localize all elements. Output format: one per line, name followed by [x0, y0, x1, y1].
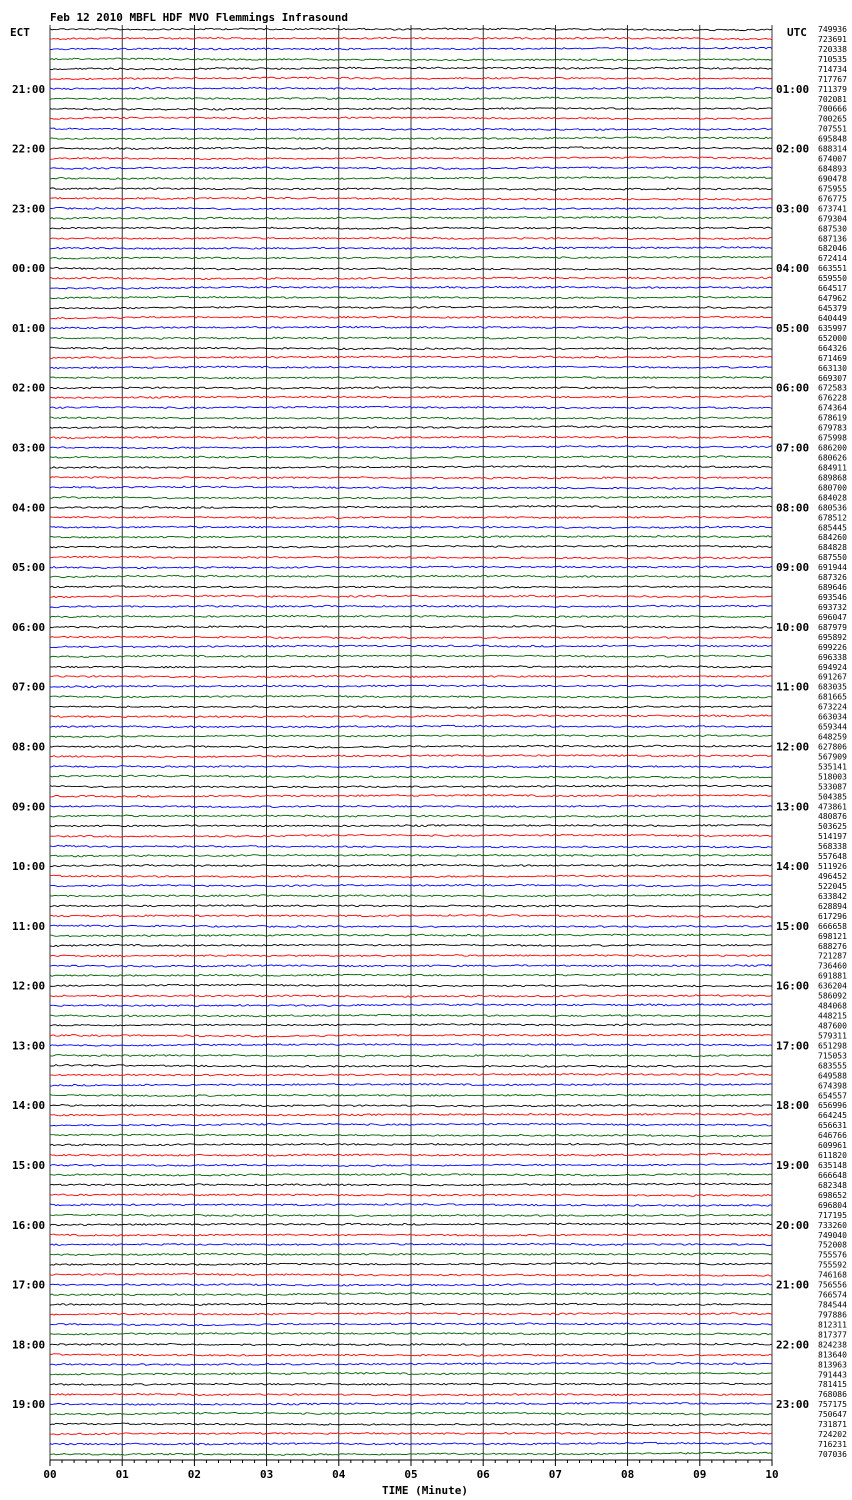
trace-value: 687530 — [818, 224, 847, 234]
trace-value: 736460 — [818, 961, 847, 971]
trace-value: 649588 — [818, 1071, 847, 1081]
trace-value: 674364 — [818, 403, 847, 413]
trace-value: 679304 — [818, 214, 847, 224]
ect-hour-label: 18:00 — [12, 1338, 46, 1352]
trace-value: 672583 — [818, 383, 847, 393]
utc-hour-label: 18:00 — [776, 1099, 810, 1113]
ect-hour-label: 08:00 — [12, 740, 46, 754]
trace-value: 691881 — [818, 971, 847, 981]
utc-hour-label: 23:00 — [776, 1398, 810, 1412]
trace-value: 755592 — [818, 1260, 847, 1270]
trace-value: 682348 — [818, 1180, 847, 1190]
trace-value: 627806 — [818, 742, 847, 752]
trace-value: 733260 — [818, 1220, 847, 1230]
utc-hour-label: 20:00 — [776, 1218, 810, 1232]
trace-value: 567909 — [818, 752, 847, 762]
utc-hour-label: 19:00 — [776, 1159, 810, 1173]
trace-value: 680700 — [818, 483, 847, 493]
trace-value: 699226 — [818, 642, 847, 652]
ect-hour-label: 23:00 — [12, 202, 46, 216]
trace-value: 448215 — [818, 1011, 847, 1021]
trace-value: 711379 — [818, 84, 847, 94]
trace-value: 679783 — [818, 423, 847, 433]
trace-value: 648259 — [818, 732, 847, 742]
trace-value: 684028 — [818, 493, 847, 503]
utc-hour-label: 05:00 — [776, 321, 810, 335]
trace-value: 586092 — [818, 991, 847, 1001]
utc-hour-label: 11:00 — [776, 680, 810, 694]
trace-value: 473861 — [818, 802, 847, 812]
trace-value: 750647 — [818, 1410, 847, 1420]
trace-value: 659550 — [818, 274, 847, 284]
trace-value: 715053 — [818, 1051, 847, 1061]
trace-value: 724202 — [818, 1430, 847, 1440]
trace-value: 666658 — [818, 921, 847, 931]
trace-value: 755576 — [818, 1250, 847, 1260]
ect-hour-label: 22:00 — [12, 142, 46, 156]
ect-hour-label: 14:00 — [12, 1099, 46, 1113]
trace-value: 693732 — [818, 602, 847, 612]
x-tick-label: 07 — [548, 1467, 563, 1481]
trace-value: 752008 — [818, 1240, 847, 1250]
ect-hour-label: 05:00 — [12, 561, 46, 575]
trace-value: 757175 — [818, 1400, 847, 1410]
trace-value: 707036 — [818, 1449, 847, 1459]
utc-hour-label: 09:00 — [776, 561, 810, 575]
trace-value: 664517 — [818, 284, 847, 294]
trace-value: 645379 — [818, 304, 847, 314]
utc-hour-label: 03:00 — [776, 202, 810, 216]
trace-value: 678512 — [818, 513, 847, 523]
x-tick-label: 05 — [404, 1467, 418, 1481]
right-axis-label: UTC — [787, 26, 807, 39]
trace-value: 723691 — [818, 34, 847, 44]
trace-value: 700666 — [818, 104, 847, 114]
trace-value: 617296 — [818, 911, 847, 921]
trace-value: 511926 — [818, 862, 847, 872]
trace-value: 690478 — [818, 174, 847, 184]
chart-title: Feb 12 2010 MBFL HDF MVO Flemmings Infrasound — [50, 11, 349, 24]
trace-value: 535141 — [818, 762, 847, 772]
trace-value: 656631 — [818, 1121, 847, 1131]
trace-value: 666648 — [818, 1170, 847, 1180]
x-axis-label: TIME (Minute) — [381, 1484, 469, 1497]
x-tick-label: 04 — [332, 1467, 346, 1481]
trace-value: 693546 — [818, 593, 847, 603]
ect-hour-label: 02:00 — [12, 381, 46, 395]
trace-value: 781415 — [818, 1380, 847, 1390]
trace-value: 669307 — [818, 373, 847, 383]
x-tick-label: 06 — [476, 1467, 490, 1481]
trace-value: 797886 — [818, 1310, 847, 1320]
x-tick-label: 01 — [115, 1467, 129, 1481]
ect-hour-label: 21:00 — [12, 82, 46, 96]
trace-value: 684893 — [818, 164, 847, 174]
trace-value: 682046 — [818, 244, 847, 254]
trace-value: 685445 — [818, 523, 847, 533]
ect-hour-label: 16:00 — [12, 1218, 46, 1232]
trace-value: 680536 — [818, 503, 847, 513]
trace-value: 684911 — [818, 463, 847, 473]
trace-value: 710535 — [818, 54, 847, 64]
trace-value: 721287 — [818, 951, 847, 961]
trace-value: 696804 — [818, 1200, 847, 1210]
trace-value: 640449 — [818, 313, 847, 323]
utc-hour-label: 02:00 — [776, 142, 810, 156]
trace-value: 791443 — [818, 1370, 847, 1380]
trace-value: 756556 — [818, 1280, 847, 1290]
utc-hour-label: 08:00 — [776, 501, 810, 515]
utc-hour-label: 14:00 — [776, 860, 810, 874]
trace-value: 749040 — [818, 1230, 847, 1240]
trace-value: 557648 — [818, 852, 847, 862]
utc-hour-label: 06:00 — [776, 381, 810, 395]
trace-value: 689646 — [818, 583, 847, 593]
utc-hour-label: 12:00 — [776, 740, 810, 754]
utc-hour-label: 13:00 — [776, 800, 810, 814]
trace-value: 686200 — [818, 443, 847, 453]
trace-value: 496452 — [818, 872, 847, 882]
trace-value: 664326 — [818, 343, 847, 353]
trace-value: 683035 — [818, 682, 847, 692]
trace-value: 675998 — [818, 433, 847, 443]
trace-value: 522045 — [818, 881, 847, 891]
trace-value: 698652 — [818, 1190, 847, 1200]
trace-value: 568338 — [818, 842, 847, 852]
trace-value: 664245 — [818, 1111, 847, 1121]
trace-value: 673224 — [818, 702, 847, 712]
trace-value: 681665 — [818, 692, 847, 702]
ect-hour-label: 12:00 — [12, 979, 46, 993]
utc-hour-label: 10:00 — [776, 620, 810, 634]
trace-value: 766574 — [818, 1290, 847, 1300]
trace-value: 700265 — [818, 114, 847, 124]
trace-value: 683555 — [818, 1061, 847, 1071]
x-axis — [43, 1460, 778, 1481]
trace-value: 698121 — [818, 931, 847, 941]
trace-value: 689868 — [818, 473, 847, 483]
trace-value: 824238 — [818, 1340, 847, 1350]
trace-value: 768086 — [818, 1390, 847, 1400]
trace-value: 688276 — [818, 941, 847, 951]
ect-hour-label: 09:00 — [12, 800, 46, 814]
ect-hour-label: 19:00 — [12, 1398, 46, 1412]
trace-value: 674398 — [818, 1081, 847, 1091]
trace-value: 480876 — [818, 812, 847, 822]
utc-hour-label: 21:00 — [776, 1278, 810, 1292]
x-tick-label: 03 — [259, 1467, 274, 1481]
trace-value: 514197 — [818, 832, 847, 842]
trace-value: 687979 — [818, 622, 847, 632]
x-tick-label: 09 — [693, 1467, 707, 1481]
trace-value: 611820 — [818, 1151, 847, 1161]
ect-hour-label: 10:00 — [12, 860, 46, 874]
trace-value: 651298 — [818, 1041, 847, 1051]
trace-values — [818, 25, 847, 1459]
ect-hour-label: 01:00 — [12, 321, 46, 335]
trace-value: 675955 — [818, 184, 847, 194]
utc-hour-label: 22:00 — [776, 1338, 810, 1352]
trace-value: 717195 — [818, 1210, 847, 1220]
ect-hour-label: 00:00 — [12, 262, 46, 276]
trace-value: 654557 — [818, 1091, 847, 1101]
trace-value: 684828 — [818, 543, 847, 553]
utc-hour-label: 17:00 — [776, 1039, 810, 1053]
ect-hour-label: 13:00 — [12, 1039, 46, 1053]
trace-value: 628894 — [818, 901, 847, 911]
utc-hour-label: 15:00 — [776, 919, 810, 933]
x-tick-label: 00 — [43, 1467, 57, 1481]
trace-value: 688314 — [818, 144, 847, 154]
trace-value: 687136 — [818, 234, 847, 244]
trace-value: 673741 — [818, 204, 847, 214]
trace-value: 695892 — [818, 632, 847, 642]
trace-value: 813963 — [818, 1360, 847, 1370]
utc-hour-label: 16:00 — [776, 979, 810, 993]
trace-value: 579311 — [818, 1031, 847, 1041]
x-tick-label: 08 — [620, 1467, 635, 1481]
trace-value: 646766 — [818, 1131, 847, 1141]
trace-value: 671469 — [818, 353, 847, 363]
trace-value: 691944 — [818, 563, 847, 573]
trace-value: 647962 — [818, 294, 847, 304]
trace-value: 817377 — [818, 1330, 847, 1340]
x-tick-label: 10 — [765, 1467, 779, 1481]
trace-value: 684260 — [818, 533, 847, 543]
trace-value: 691267 — [818, 672, 847, 682]
utc-hour-label: 07:00 — [776, 441, 810, 455]
ect-hour-label: 06:00 — [12, 620, 46, 634]
trace-value: 695848 — [818, 134, 847, 144]
trace-value: 674007 — [818, 154, 847, 164]
trace-value: 633842 — [818, 891, 847, 901]
ect-hour-label: 17:00 — [12, 1278, 46, 1292]
trace-value: 812311 — [818, 1320, 847, 1330]
trace-value: 518003 — [818, 772, 847, 782]
trace-value: 484068 — [818, 1001, 847, 1011]
trace-value: 663034 — [818, 712, 847, 722]
trace-value: 503625 — [818, 822, 847, 832]
trace-value: 676775 — [818, 194, 847, 204]
trace-value: 720338 — [818, 44, 847, 54]
ect-hour-label: 04:00 — [12, 501, 46, 515]
ect-hour-label: 07:00 — [12, 680, 46, 694]
trace-value: 707551 — [818, 124, 847, 134]
trace-value: 678619 — [818, 413, 847, 423]
trace-value: 676228 — [818, 393, 847, 403]
trace-value: 609961 — [818, 1141, 847, 1151]
trace-value: 716231 — [818, 1440, 847, 1450]
trace-value: 746168 — [818, 1270, 847, 1280]
trace-value: 731871 — [818, 1420, 847, 1430]
trace-value: 659344 — [818, 722, 847, 732]
ect-hour-label: 11:00 — [12, 919, 46, 933]
trace-value: 663130 — [818, 363, 847, 373]
trace-value: 672414 — [818, 254, 847, 264]
trace-value: 687326 — [818, 573, 847, 583]
trace-value: 636204 — [818, 981, 847, 991]
ect-hour-label: 03:00 — [12, 441, 46, 455]
x-tick-label: 02 — [187, 1467, 202, 1481]
trace-value: 635148 — [818, 1161, 847, 1171]
trace-value: 504385 — [818, 792, 847, 802]
trace-value: 533087 — [818, 782, 847, 792]
trace-value: 696338 — [818, 652, 847, 662]
trace-value: 635997 — [818, 323, 847, 333]
trace-value: 717767 — [818, 74, 847, 84]
trace-value: 687550 — [818, 553, 847, 563]
trace-value: 813640 — [818, 1350, 847, 1360]
trace-value: 663551 — [818, 264, 847, 274]
trace-value: 749936 — [818, 25, 847, 34]
hour-labels — [12, 83, 809, 1411]
ect-hour-label: 15:00 — [12, 1159, 46, 1173]
trace-value: 784544 — [818, 1300, 847, 1310]
trace-value: 680626 — [818, 453, 847, 463]
trace-value: 694924 — [818, 662, 847, 672]
trace-value: 656996 — [818, 1101, 847, 1111]
left-axis-label: ECT — [10, 26, 30, 39]
trace-value: 714734 — [818, 64, 847, 74]
trace-value: 652000 — [818, 333, 847, 343]
trace-value: 487600 — [818, 1021, 847, 1031]
utc-hour-label: 01:00 — [776, 82, 810, 96]
utc-hour-label: 04:00 — [776, 262, 810, 276]
trace-value: 702081 — [818, 94, 847, 104]
trace-value: 696047 — [818, 612, 847, 622]
